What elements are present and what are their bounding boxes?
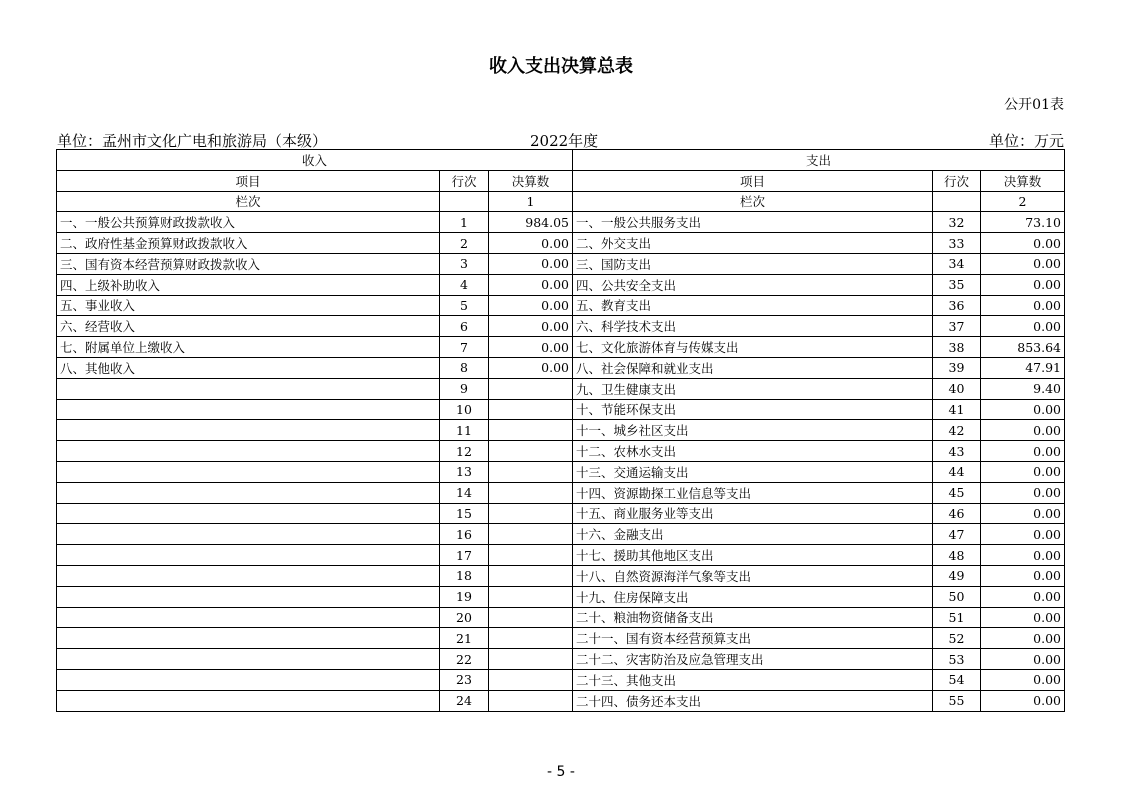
expense-item-cell: 三、国防支出	[573, 253, 933, 274]
expense-amount-cell: 0.00	[981, 274, 1065, 295]
currency-unit: 单位：万元	[988, 132, 1064, 150]
expense-row-no-cell: 37	[933, 316, 981, 337]
expense-row-no-cell: 44	[933, 461, 981, 482]
table-row	[57, 357, 1065, 378]
income-amount-cell	[489, 607, 573, 628]
income-row-no-cell: 17	[440, 545, 489, 566]
income-amount-cell	[489, 586, 573, 607]
table-row	[57, 378, 1065, 399]
table-row	[57, 524, 1065, 545]
expense-row-no-cell: 52	[933, 628, 981, 649]
table-row	[57, 316, 1065, 337]
expense-row-no-cell: 36	[933, 295, 981, 316]
page-number: - 5 -	[547, 764, 575, 780]
expense-amount-cell: 0.00	[981, 628, 1065, 649]
income-row-no-cell: 13	[440, 461, 489, 482]
income-item-cell	[57, 690, 440, 711]
income-row-no-cell: 1	[440, 212, 489, 233]
expense-row-no-cell: 42	[933, 420, 981, 441]
income-item-cell	[57, 441, 440, 462]
expense-row-no-cell: 43	[933, 441, 981, 462]
expense-amount-cell: 73.10	[981, 212, 1065, 233]
income-amount-cell: 0.00	[489, 295, 573, 316]
expense-item-cell: 七、文化旅游体育与传媒支出	[573, 337, 933, 358]
expense-item-cell: 十九、住房保障支出	[573, 586, 933, 607]
expense-amount-cell: 0.00	[981, 295, 1065, 316]
income-amount-cell: 984.05	[489, 212, 573, 233]
income-item-cell	[57, 649, 440, 670]
expense-item-cell: 二十一、国有资本经营预算支出	[573, 628, 933, 649]
income-item-header: 项目	[57, 170, 440, 191]
income-item-cell: 四、上级补助收入	[57, 274, 440, 295]
table-row	[57, 482, 1065, 503]
table-row	[57, 690, 1065, 711]
income-amount-cell	[489, 649, 573, 670]
income-row-no-cell: 4	[440, 274, 489, 295]
expense-row-no-cell: 50	[933, 586, 981, 607]
expense-column-label: 栏次	[573, 191, 933, 212]
expense-amount-cell: 0.00	[981, 316, 1065, 337]
income-amount-cell	[489, 669, 573, 690]
income-item-cell	[57, 420, 440, 441]
empty-cell	[440, 191, 489, 212]
table-row	[57, 628, 1065, 649]
expense-amount-cell: 9.40	[981, 378, 1065, 399]
income-item-cell: 二、政府性基金预算财政拨款收入	[57, 233, 440, 254]
income-row-no-cell: 15	[440, 503, 489, 524]
income-row-no-cell: 24	[440, 690, 489, 711]
expense-row-no-cell: 49	[933, 565, 981, 586]
income-item-cell: 五、事业收入	[57, 295, 440, 316]
income-amount-cell	[489, 690, 573, 711]
expense-amount-header: 决算数	[981, 170, 1065, 191]
expense-item-cell: 一、一般公共服务支出	[573, 212, 933, 233]
expense-row-no-cell: 41	[933, 399, 981, 420]
expense-row-no-cell: 51	[933, 607, 981, 628]
expense-item-cell: 二十四、债务还本支出	[573, 690, 933, 711]
income-amount-cell: 0.00	[489, 316, 573, 337]
income-amount-cell	[489, 420, 573, 441]
income-column-label: 栏次	[57, 191, 440, 212]
income-amount-cell: 0.00	[489, 357, 573, 378]
header-row-sections	[57, 150, 1065, 171]
income-amount-cell: 0.00	[489, 337, 573, 358]
expense-row-no-cell: 54	[933, 669, 981, 690]
table-row	[57, 503, 1065, 524]
income-row-no-cell: 19	[440, 586, 489, 607]
header-row-columns	[57, 170, 1065, 191]
income-row-no-cell: 14	[440, 482, 489, 503]
expense-amount-cell: 0.00	[981, 690, 1065, 711]
reporting-unit: 单位：孟州市文化广电和旅游局（本级）	[57, 132, 328, 150]
expense-row-no-cell: 47	[933, 524, 981, 545]
income-item-cell	[57, 482, 440, 503]
table-row	[57, 274, 1065, 295]
expense-amount-cell: 0.00	[981, 545, 1065, 566]
expense-row-no-cell: 46	[933, 503, 981, 524]
income-amount-cell: 0.00	[489, 274, 573, 295]
table-row	[57, 212, 1065, 233]
income-item-cell: 六、经营收入	[57, 316, 440, 337]
expense-item-cell: 二十三、其他支出	[573, 669, 933, 690]
expense-amount-cell: 47.91	[981, 357, 1065, 378]
expense-amount-cell: 0.00	[981, 607, 1065, 628]
income-item-cell: 七、附属单位上缴收入	[57, 337, 440, 358]
expense-amount-cell: 0.00	[981, 482, 1065, 503]
expense-item-cell: 十二、农林水支出	[573, 441, 933, 462]
income-item-cell	[57, 565, 440, 586]
expense-item-cell: 十、节能环保支出	[573, 399, 933, 420]
table-row	[57, 399, 1065, 420]
expense-row-no-cell: 38	[933, 337, 981, 358]
expense-item-cell: 十一、城乡社区支出	[573, 420, 933, 441]
expense-amount-cell: 0.00	[981, 441, 1065, 462]
income-item-cell: 八、其他收入	[57, 357, 440, 378]
income-row-no-cell: 3	[440, 253, 489, 274]
table-row	[57, 295, 1065, 316]
expense-section-header: 支出	[573, 150, 1065, 171]
expense-row-no-header: 行次	[933, 170, 981, 191]
expense-amount-cell: 0.00	[981, 461, 1065, 482]
expense-item-cell: 十三、交通运输支出	[573, 461, 933, 482]
expense-amount-cell: 0.00	[981, 565, 1065, 586]
expense-row-no-cell: 34	[933, 253, 981, 274]
expense-row-no-cell: 55	[933, 690, 981, 711]
income-item-cell: 一、一般公共预算财政拨款收入	[57, 212, 440, 233]
expense-row-no-cell: 53	[933, 649, 981, 670]
table-row	[57, 253, 1065, 274]
table-row	[57, 461, 1065, 482]
income-row-no-cell: 16	[440, 524, 489, 545]
expense-row-no-cell: 48	[933, 545, 981, 566]
income-item-cell	[57, 669, 440, 690]
expense-amount-cell: 0.00	[981, 669, 1065, 690]
income-amount-cell	[489, 399, 573, 420]
expense-row-no-cell: 39	[933, 357, 981, 378]
income-amount-header: 决算数	[489, 170, 573, 191]
income-row-no-cell: 22	[440, 649, 489, 670]
page-title: 收入支出决算总表	[489, 56, 633, 77]
income-amount-cell	[489, 524, 573, 545]
table-row	[57, 233, 1065, 254]
income-item-cell	[57, 461, 440, 482]
table-row	[57, 545, 1065, 566]
income-row-no-cell: 8	[440, 357, 489, 378]
income-item-cell	[57, 628, 440, 649]
income-row-no-cell: 9	[440, 378, 489, 399]
table-row	[57, 669, 1065, 690]
income-item-cell	[57, 607, 440, 628]
expense-amount-cell: 0.00	[981, 524, 1065, 545]
income-row-no-header: 行次	[440, 170, 489, 191]
income-amount-cell: 0.00	[489, 253, 573, 274]
income-row-no-cell: 6	[440, 316, 489, 337]
expense-item-cell: 十七、援助其他地区支出	[573, 545, 933, 566]
income-row-no-cell: 23	[440, 669, 489, 690]
empty-cell	[933, 191, 981, 212]
expense-item-cell: 二、外交支出	[573, 233, 933, 254]
income-item-cell	[57, 545, 440, 566]
table-row	[57, 337, 1065, 358]
expense-amount-cell: 0.00	[981, 253, 1065, 274]
expense-row-no-cell: 40	[933, 378, 981, 399]
expense-item-cell: 八、社会保障和就业支出	[573, 357, 933, 378]
expense-item-cell: 六、科学技术支出	[573, 316, 933, 337]
expense-row-no-cell: 35	[933, 274, 981, 295]
expense-amount-cell: 0.00	[981, 649, 1065, 670]
expense-amount-cell: 0.00	[981, 420, 1065, 441]
expense-row-no-cell: 32	[933, 212, 981, 233]
expense-row-no-cell: 33	[933, 233, 981, 254]
table-row	[57, 565, 1065, 586]
income-amount-cell	[489, 378, 573, 399]
form-code: 公开01表	[1004, 97, 1064, 113]
income-row-no-cell: 20	[440, 607, 489, 628]
income-amount-cell	[489, 482, 573, 503]
income-amount-cell: 0.00	[489, 233, 573, 254]
income-amount-cell	[489, 441, 573, 462]
income-item-cell	[57, 524, 440, 545]
expense-item-cell: 十六、金融支出	[573, 524, 933, 545]
expense-item-cell: 五、教育支出	[573, 295, 933, 316]
income-item-cell: 三、国有资本经营预算财政拨款收入	[57, 253, 440, 274]
expense-amount-cell: 0.00	[981, 399, 1065, 420]
expense-item-cell: 九、卫生健康支出	[573, 378, 933, 399]
income-amount-cell	[489, 565, 573, 586]
income-item-cell	[57, 503, 440, 524]
income-amount-cell	[489, 503, 573, 524]
expense-item-cell: 十八、自然资源海洋气象等支出	[573, 565, 933, 586]
fiscal-year: 2022年度	[530, 132, 599, 150]
income-amount-cell	[489, 461, 573, 482]
table-row	[57, 586, 1065, 607]
income-expense-table	[56, 149, 1065, 712]
income-row-no-cell: 2	[440, 233, 489, 254]
income-row-no-cell: 5	[440, 295, 489, 316]
expense-item-cell: 二十、粮油物资储备支出	[573, 607, 933, 628]
expense-item-cell: 十四、资源勘探工业信息等支出	[573, 482, 933, 503]
income-row-no-cell: 10	[440, 399, 489, 420]
income-amount-cell	[489, 628, 573, 649]
expense-column-number: 2	[981, 191, 1065, 212]
expense-item-cell: 二十二、灾害防治及应急管理支出	[573, 649, 933, 670]
expense-item-cell: 十五、商业服务业等支出	[573, 503, 933, 524]
income-column-number: 1	[489, 191, 573, 212]
table-row	[57, 420, 1065, 441]
income-item-cell	[57, 586, 440, 607]
income-row-no-cell: 21	[440, 628, 489, 649]
expense-amount-cell: 0.00	[981, 586, 1065, 607]
income-row-no-cell: 7	[440, 337, 489, 358]
expense-item-header: 项目	[573, 170, 933, 191]
income-item-cell	[57, 399, 440, 420]
expense-row-no-cell: 45	[933, 482, 981, 503]
table-row	[57, 649, 1065, 670]
expense-item-cell: 四、公共安全支出	[573, 274, 933, 295]
expense-amount-cell: 0.00	[981, 233, 1065, 254]
header-row-column-numbers	[57, 191, 1065, 212]
income-row-no-cell: 18	[440, 565, 489, 586]
income-row-no-cell: 11	[440, 420, 489, 441]
table-row	[57, 607, 1065, 628]
income-row-no-cell: 12	[440, 441, 489, 462]
table-row	[57, 441, 1065, 462]
income-section-header: 收入	[57, 150, 573, 171]
expense-amount-cell: 853.64	[981, 337, 1065, 358]
income-item-cell	[57, 378, 440, 399]
income-amount-cell	[489, 545, 573, 566]
expense-amount-cell: 0.00	[981, 503, 1065, 524]
